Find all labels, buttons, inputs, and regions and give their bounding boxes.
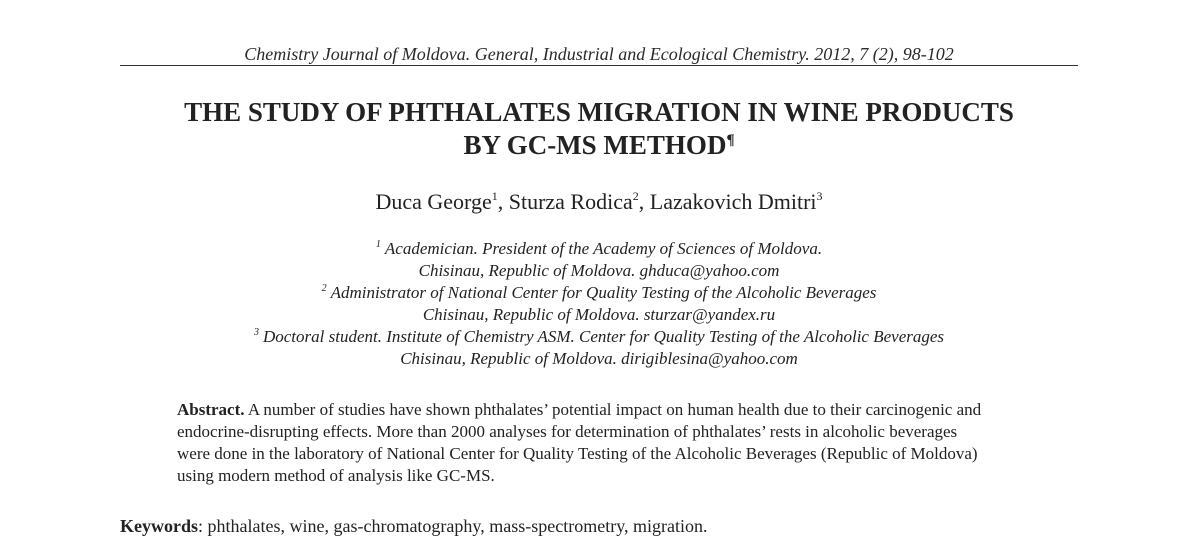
keywords xyxy=(120,515,1078,537)
abstract xyxy=(177,399,1027,487)
affiliation-line xyxy=(120,326,1078,348)
author-ref: 3 xyxy=(816,189,823,203)
affiliation-line xyxy=(120,238,1078,260)
author-list xyxy=(120,188,1078,216)
author-separator: , xyxy=(497,189,509,214)
journal-header: Chemistry Journal of Moldova. General, Industrial and Ecological Chemistry. 2012, 7 (2), 98-102 xyxy=(244,44,954,64)
keywords-text: : phthalates, wine, gas-chromatography, mass-spectrometry, migration. xyxy=(198,516,708,536)
author-ref: 1 xyxy=(491,189,498,203)
title-pilcrow-mark: ¶ xyxy=(726,132,735,148)
affiliation-line: Chisinau, Republic of Moldova. dirigiblesina@yahoo.com xyxy=(400,349,798,368)
header-divider xyxy=(120,65,1078,66)
affiliation-text: Academician. President of the Academy of Sciences of Moldova. xyxy=(384,239,823,258)
affiliation-line: Chisinau, Republic of Moldova. ghduca@yahoo.com xyxy=(418,261,780,280)
abstract-line: endocrine-disrupting effects. More than 2000 analyses for determination of phthalates’ rests in alcoholic beverages xyxy=(177,422,958,441)
abstract-label: Abstract. xyxy=(177,400,245,419)
paper-title xyxy=(120,96,1078,162)
keywords-label: Keywords xyxy=(120,516,198,536)
author-name: Sturza Rodica xyxy=(508,189,633,214)
affiliation-line: Chisinau, Republic of Moldova. sturzar@yandex.ru xyxy=(422,305,776,324)
author-name: Duca George xyxy=(375,189,492,214)
author-ref: 2 xyxy=(632,189,639,203)
affiliation-list xyxy=(120,238,1078,370)
abstract-line: using modern method of analysis like GC-MS. xyxy=(177,466,495,485)
affiliation-text: Administrator of National Center for Quality Testing of the Alcoholic Beverages xyxy=(330,283,877,302)
abstract-text: A number of studies have shown phthalates’ potential impact on human health due to their carcinogenic and xyxy=(247,400,982,419)
affiliation-ref: 3 xyxy=(253,327,259,338)
affiliation-line xyxy=(120,282,1078,304)
author-separator: , xyxy=(638,189,650,214)
affiliation-ref: 1 xyxy=(375,239,381,250)
title-line-1: THE STUDY OF PHTHALATES MIGRATION IN WINE PRODUCTS xyxy=(184,97,1014,127)
affiliation-text: Doctoral student. Institute of Chemistry ASM. Center for Quality Testing of the Alcoholic Beverages xyxy=(262,327,945,346)
title-line-2-text: BY GC-MS METHOD xyxy=(463,130,727,160)
title-line-2 xyxy=(120,129,1078,162)
abstract-line xyxy=(177,399,1027,421)
author-name: Lazakovich Dmitri xyxy=(649,189,817,214)
abstract-line: were done in the laboratory of National Center for Quality Testing of the Alcoholic Beverages (Republic of Moldova) xyxy=(177,444,978,463)
affiliation-ref: 2 xyxy=(321,283,327,294)
